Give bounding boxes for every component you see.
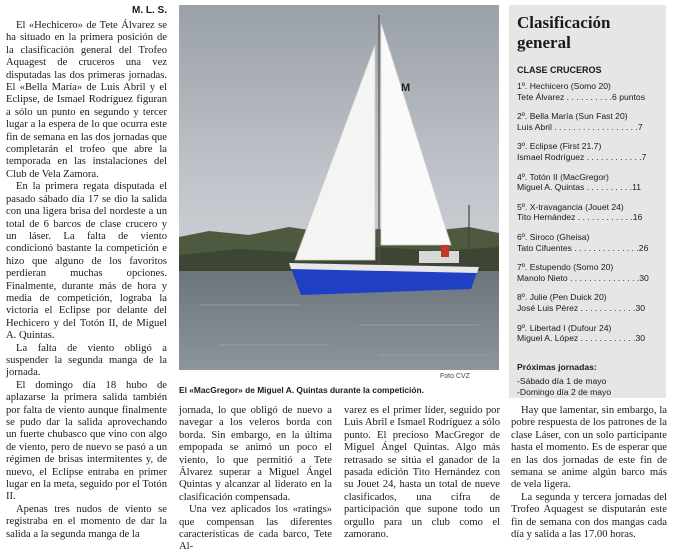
article-column-3 <box>344 405 500 541</box>
standings-sidebar <box>509 5 666 398</box>
sail-logo: M <box>401 82 411 94</box>
article-column-1 <box>6 20 167 541</box>
paragraph: varez es el primer líder, seguido por Luis Abril e Ismael Rodríguez a sólo punto. El precioso MacGregor de Miguel Ángel Quintas. Algo más retrasado se sitúa el ganador de la pasada edición Tito Hernández con su Jouet 24, hasta un total de nueve clasificados, una cifra de participación que supone todo un orgullo para un club como el zamorano. <box>344 405 500 541</box>
paragraph: Una vez aplicados los «ratings» que compensan las diferentes características de cada barco, Tete Al- <box>179 504 332 553</box>
standings-entry: 7º. Estupendo (Somo 20) Manolo Nieto . . . . . . . . . . . . . . .30 <box>517 262 649 283</box>
article-column-4 <box>511 405 667 541</box>
photo-caption: El «MacGregor» de Miguel A. Quintas durante la competición. <box>179 385 424 395</box>
next-race-date: -Sábado día 1 de mayo <box>517 376 607 387</box>
next-races <box>517 362 666 398</box>
standings-entry: 4º. Totón II (MacGregor) Miguel A. Quintas . . . . . . . . . .11 <box>517 171 642 193</box>
paragraph: La segunda y tercera jornadas del Trofeo Aquagest se disputarán este fin de semana con dos mangas cada día y salida a las 17.00 horas. <box>511 491 667 541</box>
paragraph: Apenas tres nudos de viento se registraba en el momento de dar la salida a la segunda manga de la <box>6 503 167 540</box>
paragraph: En la primera regata disputada el pasado sábado día 17 se dio la salida con una ligera brisa del nordeste a un total de 6 barcos de clase crucero y un láser. La falta de viento condicionó bastante la competición e hizo que alguno de los favoritos perdieran muchas opciones. Finalmente, durante más de hora y media de competición, lograba la victoria el Eclipse por delante del Hechicero y del Totón II, de Miguel A. Quintas. <box>6 181 167 342</box>
paragraph: El domingo día 18 hubo de aplazarse la primera salida también por falta de viento aunque finalmente se pudo dar la salida aprovechando un fuerte chubasco que vino con algo de viento, pero de nuevo se pasó a un régimen de brisas intermitentes y, de nuevo, el Eclipse entraba en primer lugar en la meta, seguido por el Totón II. <box>6 379 167 503</box>
article-column-2 <box>179 405 332 554</box>
paragraph: El «Hechicero» de Tete Álvarez se ha situado en la primera posición de la clasificación general del Trofeo Aquagest de cruceros una vez disputadas las dos primeras jornadas. El «Bella María» de Luis Abril y el Eclipse, de Ismael Rodríguez figuran a sólo un punto en segundo y tercer lugar a la espera de lo que ocurra este fin de semana en las dos jornadas que completarán el trofeo que abre la temporada en las instalaciones del Club de Vela Zamora. <box>6 20 167 180</box>
standings-entry: 2º. Bella María (Sun Fast 20) Luis Abril . . . . . . . . . . . . . . . . . .7 <box>517 111 643 132</box>
paragraph: jornada, lo que obligó de nuevo a navegar a los veleros borda con borda. Sin embargo, en la última empopada se animó un poco el viento, lo que permitió a Tete Álvarez superar a Miguel Ángel Quintas y alcanzar al liderato en la clasificación compensada. <box>179 405 332 503</box>
standings-entry: 6º. Siroco (Gheisa) Tato Cifuentes . . . . . . . . . . . . . .26 <box>517 231 649 253</box>
standings-entry: 9º. Libertad I (Dufour 24) Miguel A. López . . . . . . . . . . . .30 <box>517 322 646 344</box>
next-race-date: -Domingo día 2 de mayo <box>517 386 612 397</box>
standings-entry: 8º. Julie (Pen Duick 20) José Luis Pérez . . . . . . . . . . . .30 <box>517 292 646 313</box>
sailboat-photo <box>179 5 499 370</box>
next-races-title: Próximas jornadas: <box>517 361 597 372</box>
byline: M. L. S. <box>132 5 167 16</box>
sidebar-title: Clasificación general <box>517 13 611 52</box>
photo-credit: Foto CVZ <box>440 373 470 380</box>
standings-entry: 5º. X-travagancia (Jouet 24) Tito Hernández . . . . . . . . . . . .16 <box>517 201 643 223</box>
paragraph: Hay que lamentar, sin embargo, la pobre respuesta de los patrones de la clase Láser, con un solo participante hasta el momento. Es de esperar que en las dos jornadas de este fin de semana se anime algún barco más de vela ligera. <box>511 405 667 491</box>
standings-entry: 1º. Hechicero (Somo 20) Tete Álvarez . . . . . . . . . .6 puntos <box>517 81 646 102</box>
paragraph: La falta de viento obligó a suspender la segunda manga de la jornada. <box>6 342 167 379</box>
standings-entry: 3º. Eclipse (First 21.7) Ismael Rodríguez . . . . . . . . . . . .7 <box>517 141 647 162</box>
sidebar-subtitle: CLASE CRUCEROS <box>517 65 602 75</box>
